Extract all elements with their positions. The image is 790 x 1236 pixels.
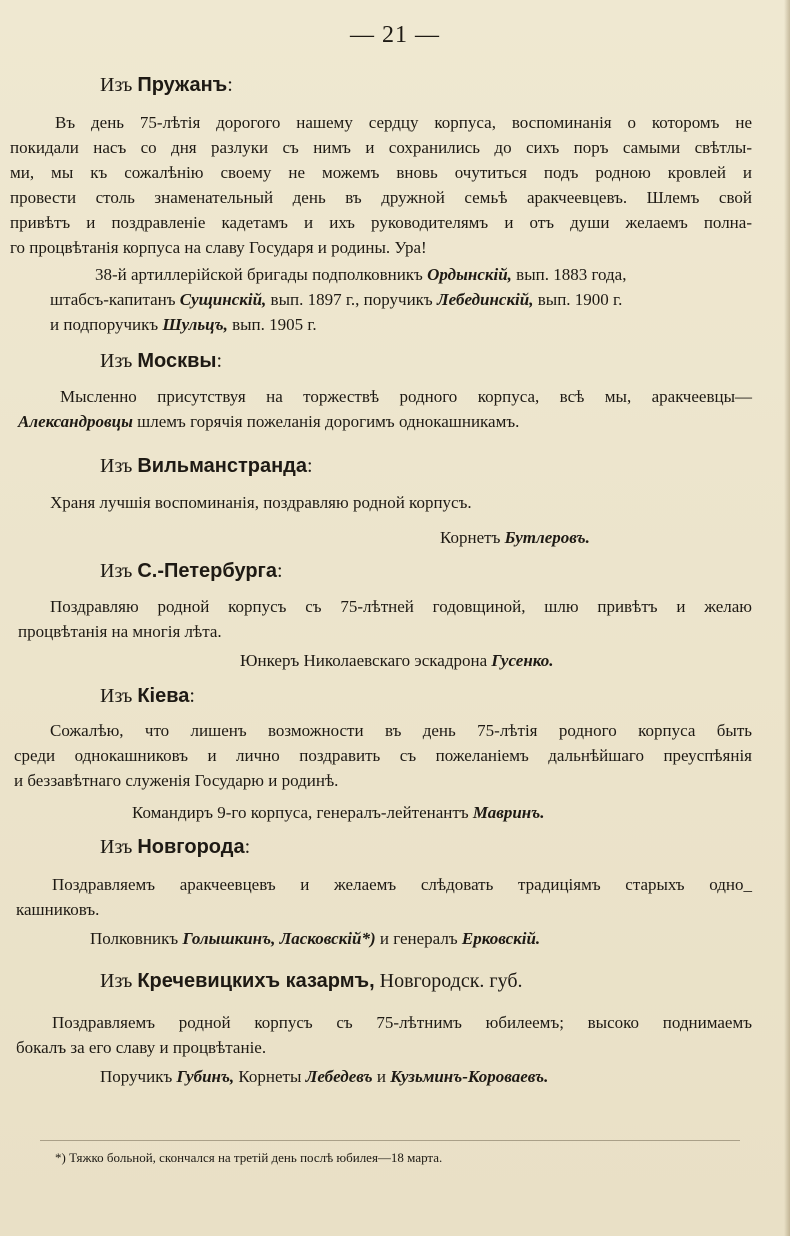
paragraph-krechevitsy	[16, 1010, 752, 1060]
paragraph-kiev	[14, 718, 752, 793]
para-line: кашниковъ.	[16, 900, 100, 919]
para-line: го процвѣтанія корпуса на славу Государя и родины. Ура!	[10, 238, 427, 257]
signature-vilmanstrand: Корнетъ Бутлеровъ.	[440, 528, 590, 547]
footnote-divider	[40, 1140, 740, 1141]
signature-line: и подпоручикъ Шульцъ, вып. 1905 г.	[50, 315, 317, 334]
para-line: Поздравляю родной корпусъ съ 75-лѣтней годовщиной, шлю привѣтъ и желаю	[50, 597, 752, 616]
paragraph-petersburg	[18, 594, 752, 644]
page-edge-shadow	[784, 0, 790, 1236]
para-line: Поздравляемъ аракчеевцевъ и желаемъ слѣдовать традиціямъ старыхъ одно_	[52, 875, 752, 894]
signature-krechevitsy: Поручикъ Губинъ, Корнеты Лебедевъ и Кузьминъ-Короваевъ.	[100, 1067, 549, 1086]
signature-novgorod: Полковникъ Голышкинъ, Ласковскій*) и генералъ Ерковскій.	[90, 929, 541, 948]
heading-petersburg: Изъ С.-Петербурга:	[100, 560, 283, 582]
para-line: бокалъ за его славу и процвѣтаніе.	[16, 1038, 267, 1057]
para-line: Мысленно присутствуя на торжествѣ родного корпуса, всѣ мы, аракчеевцы—	[60, 387, 752, 406]
para-line: процвѣтанія на многія лѣта.	[18, 622, 222, 641]
para-line: ми, мы къ сожалѣнію своему не можемъ вновь очутиться подъ родною кровлей и	[10, 163, 752, 182]
para-line: покидали насъ со дня разлуки съ нимъ и сохранились до сихъ поръ самыми свѣтлы-	[10, 138, 752, 157]
paragraph-vilmanstrand	[50, 490, 790, 515]
para-line: среди однокашниковъ и лично поздравить съ пожеланіемъ дальнѣйшаго преуспѣянія	[14, 746, 752, 765]
para-line: привѣтъ и поздравленіе кадетамъ и ихъ руководителямъ и отъ души желаемъ полна-	[10, 213, 752, 232]
signature-petersburg: Юнкеръ Николаевскаго эскадрона Гусенко.	[240, 651, 554, 670]
para-line: Въ день 75-лѣтія дорогого нашему сердцу корпуса, воспоминанія о которомъ не	[55, 113, 752, 132]
para-line: Поздравляемъ родной корпусъ съ 75-лѣтнимъ юбилеемъ; высоко поднимаемъ	[52, 1013, 752, 1032]
heading-kiev: Изъ Кіева:	[100, 685, 195, 707]
footnote: *) Тяжко больной, скончался на третій день послѣ юбилея—18 марта.	[55, 1150, 443, 1165]
heading-moscow: Изъ Москвы:	[100, 350, 223, 372]
paragraph-novgorod	[16, 872, 752, 922]
heading-novgorod: Изъ Новгорода:	[100, 836, 251, 858]
signature-line: 38-й артиллерійской бригады подполковникъ Ордынскій, вып. 1883 года,	[95, 265, 627, 284]
heading-pruzhany: Изъ Пружанъ:	[100, 74, 233, 96]
para-line: Александровцы шлемъ горячія пожеланія дорогимъ однокашникамъ.	[18, 412, 520, 431]
para-line: Храня лучшія воспоминанія, поздравляю родной корпусъ.	[50, 493, 472, 512]
para-line: Сожалѣю, что лишенъ возможности въ день 75-лѣтія родного корпуса быть	[50, 721, 752, 740]
signature-line: штабсъ-капитанъ Сущинскій, вып. 1897 г., поручикъ Лебединскій, вып. 1900 г.	[50, 290, 623, 309]
heading-vilmanstrand: Изъ Вильманстранда:	[100, 455, 313, 477]
paragraph-moscow	[18, 384, 752, 434]
signature-kiev: Командиръ 9-го корпуса, генералъ-лейтенантъ Мавринъ.	[132, 803, 545, 822]
para-line: провести столь знаменательный день въ дружной семьѣ аракчеевцевъ. Шлемъ свой	[10, 188, 752, 207]
paragraph-pruzhany	[10, 110, 752, 260]
page-number: — 21 —	[350, 22, 440, 48]
para-line: и беззавѣтнаго служенія Государю и родинѣ.	[14, 771, 339, 790]
signature-pruzhany	[50, 262, 752, 337]
heading-krechevitsy: Изъ Кречевицкихъ казармъ, Новгородск. губ.	[100, 970, 523, 992]
